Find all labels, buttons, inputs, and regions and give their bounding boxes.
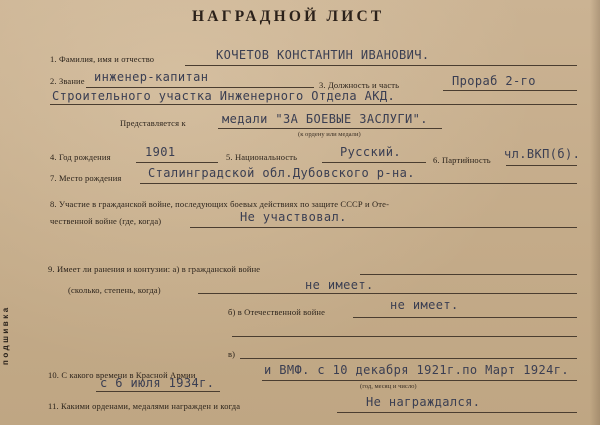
f9-label: 9. Имеет ли ранения и контузии: а) в гражданской войне [48,264,261,274]
f11-line [337,412,577,413]
f2-line [86,87,314,88]
f8-label-a: 8. Участие в гражданской войне, последующих боевых действиях по защите СССР и Оте- [50,199,390,209]
f10-value-b: с 6 июля 1934г. [100,376,215,390]
f8-label-b: чественной войне (где, когда) [50,216,162,226]
f4-line [136,162,218,163]
f3-label: 3. Должность и часть [319,80,400,90]
f9b-value: не имеет. [390,298,459,312]
f3-cont-line [50,104,577,105]
f9b-line [353,317,577,318]
f9c-label: в) [228,349,236,359]
f5-label: 5. Национальность [226,152,298,162]
f10-label: 10. С какого времени в Красной Армии [48,370,196,380]
f6-line [506,165,577,166]
f2-value: инженер-капитан [94,70,209,84]
f1-line [185,65,577,66]
f10-hint: (год, месяц и число) [360,383,417,390]
f3-line [443,90,577,91]
f6-label: 6. Партийность [433,155,491,165]
f6-value: чл.ВКП(б). [504,147,581,161]
f9a-line [198,293,577,294]
f4-label: 4. Год рождения [50,152,111,162]
nominated-hint: (к ордену или медали) [298,131,361,138]
f3-cont-value: Строительного участка Инженерного Отдела АКД. [52,89,396,103]
f10-line-b [96,391,220,392]
f10-value-a: и ВМФ. с 10 декабря 1921г.по Март 1924г. [264,363,569,377]
f9c-line [240,358,577,359]
f8-value: Не участвовал. [240,210,347,224]
f3-value: Прораб 2-го [452,74,536,88]
f9-hint: (сколько, степень, когда) [68,285,161,295]
nominated-line [218,128,442,129]
f9-extra-line [232,336,577,337]
nominated-label: Представляется к [120,118,186,128]
f7-line [140,183,577,184]
f2-label: 2. Звание [50,76,85,86]
f1-value: КОЧЕТОВ КОНСТАНТИН ИВАНОВИЧ. [216,48,430,62]
f9a-value: не имеет. [305,278,374,292]
page-edge-shadow [590,0,600,425]
f10-line [262,380,577,381]
f7-label: 7. Место рождения [50,173,122,183]
f11-label: 11. Какими орденами, медалями награжден и когда [48,401,241,411]
f5-line [322,162,426,163]
side-label: подшивка [1,305,10,365]
f8-line [190,227,577,228]
f5-value: Русский. [340,145,401,159]
f9-line [360,274,577,275]
f9b-label: б) в Отечественной войне [228,307,326,317]
document-title: НАГРАДНОЙ ЛИСТ [192,8,385,25]
f4-value: 1901 [145,145,176,159]
f1-label: 1. Фамилия, имя и отчество [50,54,155,64]
f7-value: Сталинградской обл.Дубовского р-на. [148,166,415,180]
nominated-value: медали "ЗА БОЕВЫЕ ЗАСЛУГИ". [222,112,428,126]
f11-value: Не награждался. [366,395,481,409]
